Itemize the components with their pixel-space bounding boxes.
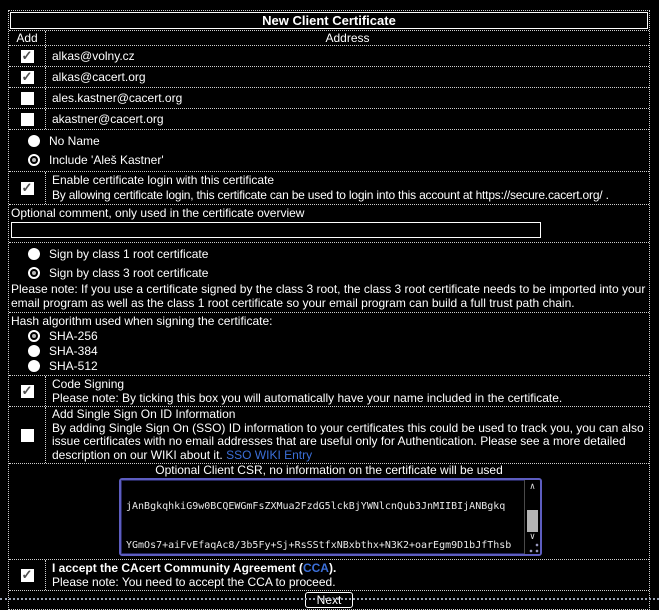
include-name-radio[interactable]: [28, 154, 40, 166]
email-address: alkas@cacert.org: [52, 70, 146, 84]
scrollbar-thumb[interactable]: [527, 510, 538, 532]
sso-wiki-link[interactable]: SSO WIKI Entry: [226, 447, 313, 462]
page-title: New Client Certificate: [10, 12, 648, 29]
email-checkbox[interactable]: [21, 71, 34, 84]
comment-section: [9, 204, 649, 242]
cert-login-label: Enable certificate login with this certificate: [52, 173, 275, 187]
root-signing-note: Please note: If you use a certificate signed by the class 3 root, the class 3 root certificate needs to be imported into your email program as well as the class 1 root certificate so your email program can build a full trust path chain.: [11, 282, 646, 310]
email-table-header: [9, 30, 649, 45]
cca-checkbox[interactable]: [21, 569, 34, 582]
column-header-address: Address: [325, 31, 370, 45]
email-checkbox[interactable]: [21, 50, 34, 63]
cert-login-section: [9, 171, 649, 204]
hash-label: Hash algorithm used when signing the certificate:: [11, 314, 273, 328]
sha384-radio[interactable]: [28, 345, 40, 357]
hash-section: [9, 312, 649, 375]
radio-row-class3: [9, 263, 649, 282]
sso-label: Add Single Sign On ID Information: [52, 407, 236, 421]
csr-textarea-row: [9, 477, 649, 559]
email-address: alkas@volny.cz: [52, 49, 135, 63]
sha256-radio[interactable]: [28, 330, 40, 342]
csr-header: Optional Client CSR, no information on the certificate will be used: [9, 463, 649, 477]
class3-root-radio[interactable]: [28, 267, 40, 279]
radio-row-sha512: [9, 358, 649, 373]
radio-row-sha384: [9, 343, 649, 358]
cca-section: [9, 559, 649, 590]
cert-login-note: By allowing certificate login, this certificate can be used to login into this account at https://secure.cacert.org/ .: [52, 188, 609, 202]
comment-label: Optional comment, only used in the certificate overview: [11, 206, 305, 220]
cca-note: Please note: You need to accept the CCA to proceed.: [52, 575, 336, 589]
comment-input[interactable]: [11, 222, 541, 238]
no-name-radio[interactable]: [28, 135, 40, 147]
cca-link[interactable]: CCA: [302, 561, 329, 575]
email-address: ales.kastner@cacert.org: [52, 91, 183, 105]
resize-grip-icon[interactable]: [529, 543, 539, 553]
sha512-radio[interactable]: [28, 360, 40, 372]
name-options-section: [9, 129, 649, 171]
scroll-up-icon[interactable]: ∧: [529, 482, 536, 492]
certificate-form-table: [8, 10, 650, 610]
table-row: [9, 108, 649, 129]
sso-section: [9, 406, 649, 463]
radio-row-sha256: [9, 328, 649, 343]
sso-checkbox[interactable]: [21, 429, 34, 442]
class3-root-label: Sign by class 3 root certificate: [49, 265, 209, 280]
table-row: [9, 66, 649, 87]
sha384-label: SHA-384: [49, 343, 98, 358]
sso-note: By adding Single Sign On (SSO) ID information to your certificates this could be used to track you, you can also issue certificates with no email addresses that are useful only for Authentication. Please see a more detailed description on our WIKI about it. SSO WIKI Entry: [52, 420, 644, 462]
class1-root-label: Sign by class 1 root certificate: [49, 246, 209, 261]
root-signing-section: [9, 242, 649, 312]
table-row: [9, 87, 649, 108]
code-signing-checkbox[interactable]: [21, 385, 34, 398]
code-signing-section: [9, 375, 649, 406]
cca-statement: I accept the CAcert Community Agreement (CCA).: [52, 561, 337, 575]
radio-row-class1: [9, 244, 649, 263]
column-header-add: Add: [9, 31, 46, 45]
code-signing-note: Please note: By ticking this box you will automatically have your name included in the certificate.: [52, 391, 563, 405]
scroll-down-icon[interactable]: ∨: [529, 532, 536, 542]
radio-row-no-name: [9, 131, 649, 150]
cert-login-checkbox[interactable]: [21, 182, 34, 195]
no-name-label: No Name: [49, 133, 100, 148]
email-checkbox[interactable]: [21, 113, 34, 126]
csr-text: jAnBgkqhkiG9w0BCQEWGmFsZXMua2FzdG5lckBjYWNlcnQub3JnMIIBIjANBgkq YGmOs7+aiFvEfaqAc8/3b5Fy+Sj+RsSStfxNBxbthx+N3K2+oarEgm9D1bJfThsb: [126, 501, 512, 551]
next-button[interactable]: Next: [305, 592, 354, 608]
radio-row-include-name: [9, 150, 649, 169]
email-address: akastner@cacert.org: [52, 112, 164, 126]
table-row: [9, 45, 649, 66]
include-name-label: Include 'Aleš Kastner': [49, 152, 164, 167]
class1-root-radio[interactable]: [28, 248, 40, 260]
sha256-label: SHA-256: [49, 328, 98, 343]
email-checkbox[interactable]: [21, 92, 34, 105]
sha512-label: SHA-512: [49, 358, 98, 373]
code-signing-label: Code Signing: [52, 377, 125, 391]
csr-textarea[interactable]: [119, 478, 542, 556]
